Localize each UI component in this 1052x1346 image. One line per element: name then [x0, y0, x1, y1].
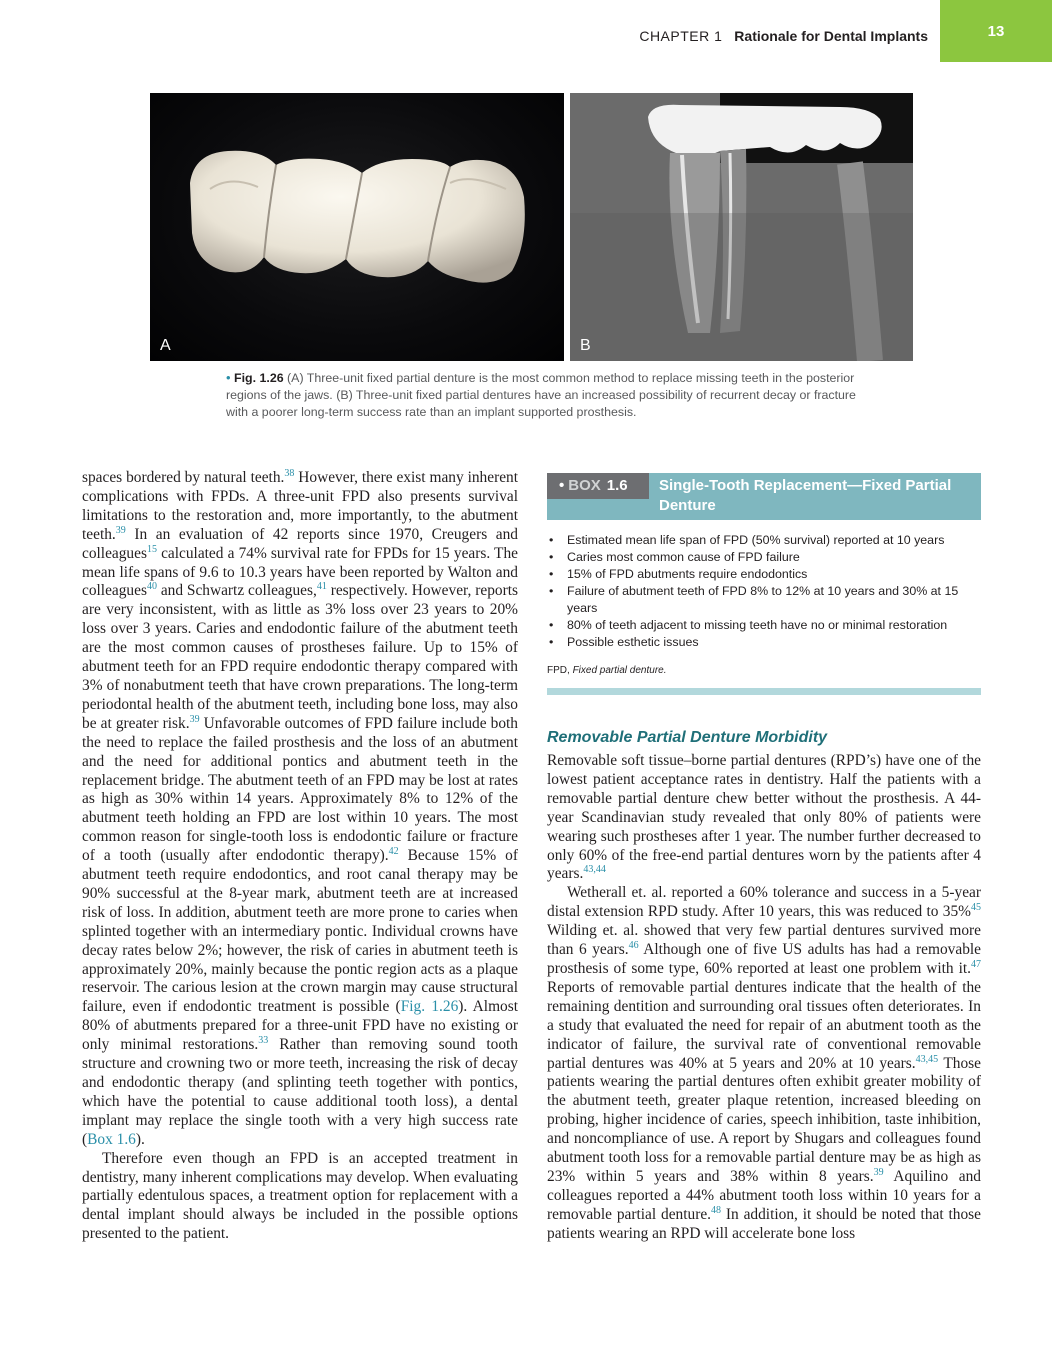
box-link[interactable]: Box 1.6: [87, 1130, 136, 1148]
text-run: calculated a 74% survival rate for FPDs for 15 years. The mean life spans of 9.6 to 10.3 years have been reported by Walton and colleagues: [82, 544, 518, 600]
box-item-text: Estimated mean life span of FPD (50% survival) reported at 10 years: [567, 533, 945, 547]
citation-link[interactable]: 45: [971, 902, 981, 914]
citation-link[interactable]: 39: [189, 713, 200, 725]
box-title: Single-Tooth Replacement—Fixed Partial Denture: [659, 477, 952, 514]
text-run: Rather than removing sound tooth structure and crowning two or more teeth, increasing the risk of decay and endodontic therapy (and splinting teeth together with pontics, which have the potential to cause additional tooth loss), a dental implant may replace the single tooth with a very high success rate (: [82, 1036, 518, 1148]
text-run: Unfavorable outcomes of FPD failure include both the need to replace the failed prosthesis and the loss of an abutment and the need for additional pontics and abutment teeth in the replacement bridge. The abutment teeth of an FPD may be lost at rates as high as 30% within 14 years. Approximately 8% to 12% of the abutment teeth holding an FPD are lost within 10 years. The most common reason for single-tooth loss is endodontic failure or fracture of a tooth (usually after endodontic therapy).: [82, 714, 518, 865]
citation-link[interactable]: 46: [628, 939, 639, 951]
left-column: [82, 469, 518, 1244]
chapter-title: Rationale for Dental Implants: [734, 28, 928, 44]
text-run: Wetherall et. al. reported a 60% tolerance and success in a 5-year distal extension RPD study. After 10 years, this was reduced to 35%: [547, 884, 981, 921]
figure-label-b: B: [580, 337, 591, 354]
caption-text: (A) Three-unit fixed partial denture is the most common method to replace missing teeth in the posterior regions of the jaws. (B) Three-unit fixed partial dentures have an increased possibility of recurrent decay or fracture with a poorer long-term success rate than an implant supported prosthesis.: [226, 371, 856, 419]
citation-link[interactable]: 39: [115, 524, 126, 536]
box-dot: •: [559, 477, 565, 494]
box-number: 1.6: [606, 477, 628, 494]
citation-link[interactable]: 43,45: [915, 1053, 939, 1065]
section-heading: Removable Partial Denture Morbidity: [547, 729, 828, 746]
box-1-6: [547, 473, 981, 676]
figure-label-a: A: [160, 337, 171, 354]
citation-link[interactable]: 43,44: [583, 864, 606, 876]
left-paragraph-1: [82, 469, 518, 1150]
citation-link[interactable]: 40: [146, 581, 157, 593]
text-run: In an evaluation of 42 reports since 1970, Creugers and colleagues: [82, 525, 518, 562]
citation-link[interactable]: 38: [284, 467, 295, 479]
text-run: Those patients wearing the partial dentures often exhibit greater mobility of the abutment teeth, greater plaque retention, increased bleeding on probing, higher incidence of caries, speech inhibition, taste inhibition, and noncompliance of use. A report by Shugars and colleagues found abutment tooth loss for a removable partial denture may be as high as 23% within 5 years and 38% within 8 years.: [547, 1054, 981, 1185]
bridge-illustration: [150, 93, 564, 361]
text-run: ). Almost 80% of abutments prepared for a three-unit FPD have no existing or only minimal restorations.: [82, 998, 518, 1054]
box-header: [547, 473, 981, 520]
citation-link[interactable]: 47: [971, 958, 981, 970]
citation-link[interactable]: 41: [316, 581, 327, 593]
running-header: [0, 0, 1052, 62]
right-paragraph-2: [547, 884, 981, 1243]
caption-figure-ref: Fig. 1.26: [234, 371, 284, 385]
box-list-item: [547, 566, 981, 583]
caption-bullet: •: [226, 370, 231, 385]
box-word: BOX: [568, 477, 601, 494]
text-run: spaces bordered by natural teeth.: [82, 469, 285, 486]
box-item-text: Failure of abutment teeth of FPD 8% to 12% at 10 years and 30% at 15 years: [567, 584, 959, 615]
text-run: Although one of five US adults has had a removable prosthesis of some type, 60% reported at least one problem with it.: [547, 941, 981, 977]
text-run: However, there exist many inherent complications with FPDs. A three-unit FPD also presents survival limitations to the restoration and, more importantly, to the abutment teeth.: [82, 469, 518, 543]
box-list-item: [547, 549, 981, 566]
citation-link[interactable]: 48: [711, 1204, 722, 1216]
radiograph-illustration: [570, 93, 913, 361]
figure-1-26b-radiograph: [570, 93, 913, 361]
bullet: •: [549, 533, 554, 547]
bullet: •: [549, 618, 554, 632]
text-run: Because 15% of abutment teeth require endodontics, and root canal therapy may be 90% successful at the 8-year mark, abutment teeth are at increased risk of loss. In addition, abutment teeth are more prone to caries when splinted together with an intermediary pontic. Individual crowns have decay rates below 2%; however, the risk of caries in abutment teeth is approximately 20%, mainly because the pontic region acts as a plaque reservoir. The carious lesion at the crown margin may cause structural failure, even if endodontic treatment is possible (: [82, 847, 519, 1016]
bullet: •: [549, 550, 554, 564]
text-run: and Schwartz colleagues,: [156, 582, 317, 600]
box-list-item: [547, 532, 981, 549]
text-run: ).: [135, 1130, 145, 1148]
bullet: •: [549, 567, 554, 581]
bullet: •: [549, 635, 554, 649]
text-run: Removable soft tissue–borne partial dentures (RPD’s) have one of the lowest patient acceptance rates in dentistry. Half the patients with a removable partial denture chew better without the prosthesis. A 44-year Scandinavian study revealed that only 80% of patients were wearing such prostheses after 1 year. The number further decreased to only 60% of the free-end partial dentures worn by the patients after 4 years.: [547, 752, 981, 883]
citation-link[interactable]: 33: [258, 1035, 269, 1047]
box-item-text: 15% of FPD abutments require endodontics: [567, 567, 808, 581]
running-head: [639, 28, 928, 44]
box-item-text: Caries most common cause of FPD failure: [567, 550, 800, 564]
right-column: [547, 752, 981, 1244]
figure-1-26a-photo: [150, 93, 564, 361]
box-item-text: 80% of teeth adjacent to missing teeth have no or minimal restoration: [567, 618, 948, 632]
citation-link[interactable]: 15: [146, 543, 157, 555]
box-list-item: [547, 634, 981, 651]
chapter-label: CHAPTER 1: [639, 28, 723, 44]
text-run: Aquilino and colleagues reported a 44% abutment tooth loss within 10 years for a removable partial denture.: [547, 1167, 982, 1223]
box-footnote: [547, 665, 981, 676]
left-paragraph-2: Therefore even though an FPD is an accepted treatment in dentistry, many inherent complications may develop. When evaluating partially edentulous spaces, a treatment option for replacement with a dental implant should always be included in the possible options presented to the patient.: [82, 1149, 518, 1243]
footnote-definition: Fixed partial denture.: [572, 665, 667, 676]
box-list-item: [547, 617, 981, 634]
box-bottom-rule: [547, 688, 981, 695]
text-run: Reports of removable partial dentures indicate that the health of the remaining dentition and surrounding oral tissues often deteriorates. In a study that evaluated the need for repair of an abutment tooth as the indicator of failure, the survival rate of conventional removable partial dentures was 40% at 5 years and 20% at 10 years.: [547, 978, 981, 1072]
footnote-abbr: FPD,: [547, 665, 573, 676]
citation-link[interactable]: 42: [388, 846, 399, 857]
text-run: respectively. However, reports are very inconsistent, with as little as 3% loss over 23 years to 20% loss over 3 years. Caries and endodontic failure of the abutment teeth are the most common causes of prostheses failure. Up to 15% of abutment teeth for an FPD require endodontic therapy compared with 3% of nonabutment teeth that have crown preparations. The long-term periodontal health of the abutment teeth, including bone loss, may also be at greater risk.: [82, 582, 518, 732]
right-paragraph-1: [547, 752, 981, 884]
text-run: Wilding et. al. showed that very few partial dentures survived more than 6 years.: [547, 922, 981, 959]
text-run: In addition, it should be noted that those patients wearing an RPD will accelerate bone loss: [547, 1205, 981, 1242]
citation-link[interactable]: 39: [873, 1166, 884, 1178]
box-list-item: [547, 583, 981, 617]
box-tag: [547, 473, 649, 499]
figure-caption: [226, 369, 856, 421]
page-number: 13: [940, 0, 1052, 62]
bullet: •: [549, 584, 554, 598]
figure-link[interactable]: Fig. 1.26: [400, 998, 459, 1016]
box-item-text: Possible esthetic issues: [567, 635, 699, 649]
box-list: [547, 532, 981, 651]
